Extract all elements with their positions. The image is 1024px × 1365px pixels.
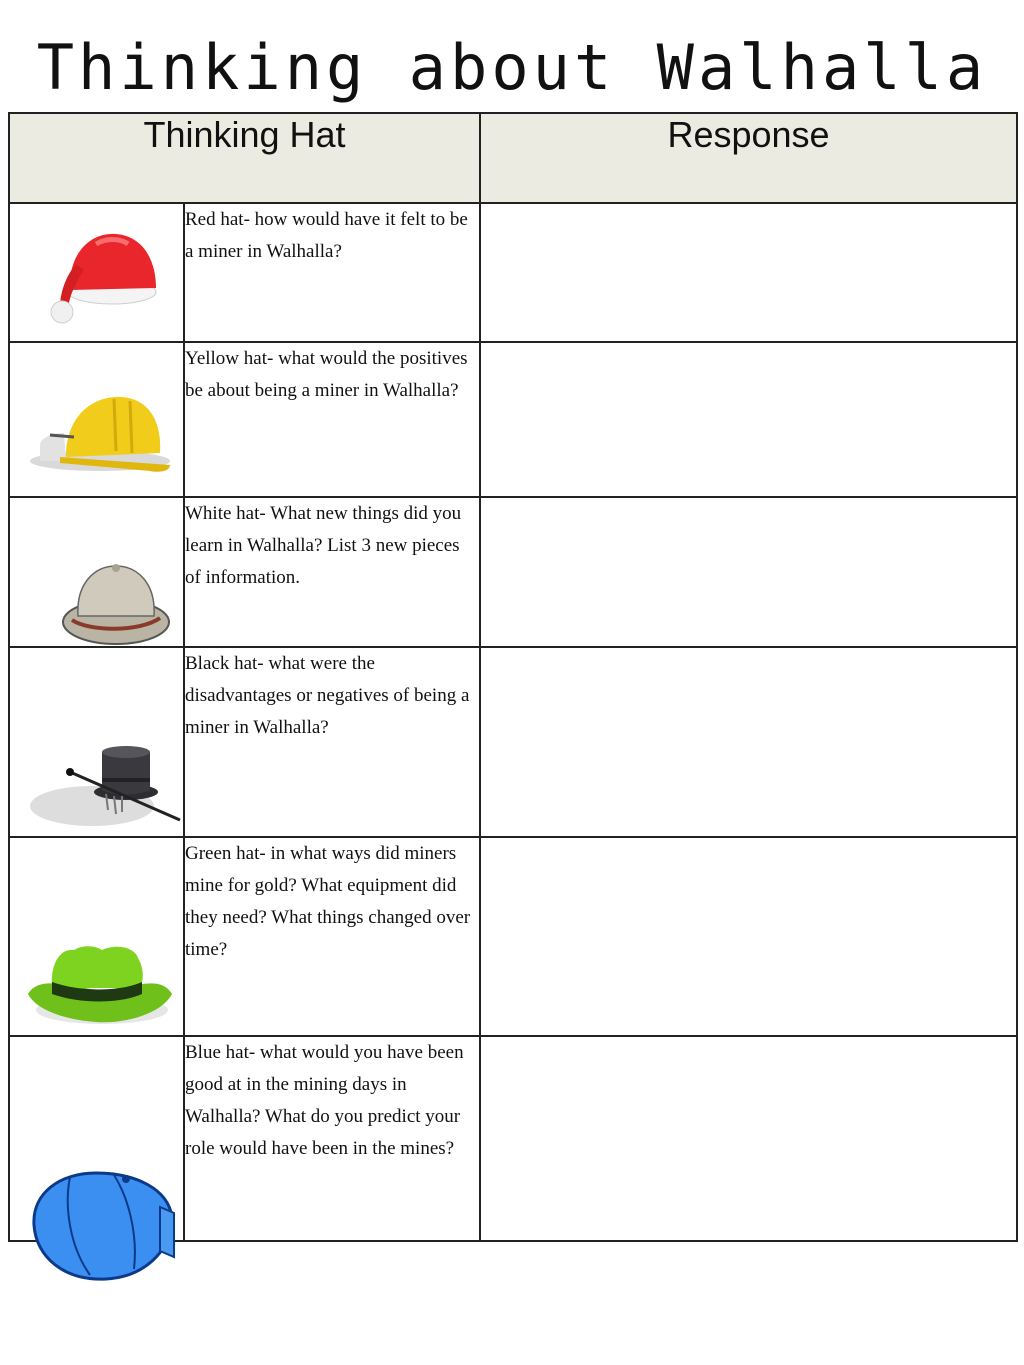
hat-cell xyxy=(9,497,184,647)
response-cell[interactable] xyxy=(480,342,1017,497)
table-row xyxy=(9,342,1017,497)
response-cell[interactable] xyxy=(480,837,1017,1036)
thinking-hats-table xyxy=(8,112,1018,1242)
black-top-hat-icon xyxy=(10,648,185,838)
white-pith-helmet-icon xyxy=(10,498,185,648)
question-cell: Red hat- how would have it felt to be a miner in Walhalla? xyxy=(184,203,480,342)
response-cell[interactable] xyxy=(480,647,1017,837)
table-header-row xyxy=(9,113,1017,203)
hat-cell xyxy=(9,203,184,342)
header-response: Response xyxy=(480,113,1017,203)
hat-cell xyxy=(9,342,184,497)
yellow-hard-hat-icon xyxy=(10,343,185,498)
question-cell: White hat- What new things did you learn in Walhalla? List 3 new pieces of information. xyxy=(184,497,480,647)
table-row xyxy=(9,837,1017,1036)
blue-cap-icon xyxy=(10,1037,185,1242)
hat-cell xyxy=(9,647,184,837)
header-thinking-hat: Thinking Hat xyxy=(9,113,480,203)
question-cell: Yellow hat- what would the positives be about being a miner in Walhalla? xyxy=(184,342,480,497)
table-row xyxy=(9,1036,1017,1241)
question-cell: Black hat- what were the disadvantages or negatives of being a miner in Walhalla? xyxy=(184,647,480,837)
red-santa-hat-icon xyxy=(10,204,185,343)
question-cell: Green hat- in what ways did miners mine for gold? What equipment did they need? What things changed over time? xyxy=(184,837,480,1036)
response-cell[interactable] xyxy=(480,1036,1017,1241)
response-cell[interactable] xyxy=(480,203,1017,342)
hat-cell xyxy=(9,1036,184,1241)
question-cell: Blue hat- what would you have been good at in the mining days in Walhalla? What do you predict your role would have been in the mines? xyxy=(184,1036,480,1241)
table-row xyxy=(9,497,1017,647)
response-cell[interactable] xyxy=(480,497,1017,647)
green-fedora-icon xyxy=(10,838,185,1037)
page-title: Thinking about Walhalla xyxy=(36,31,988,104)
hat-cell xyxy=(9,837,184,1036)
table-row xyxy=(9,203,1017,342)
table-row xyxy=(9,647,1017,837)
